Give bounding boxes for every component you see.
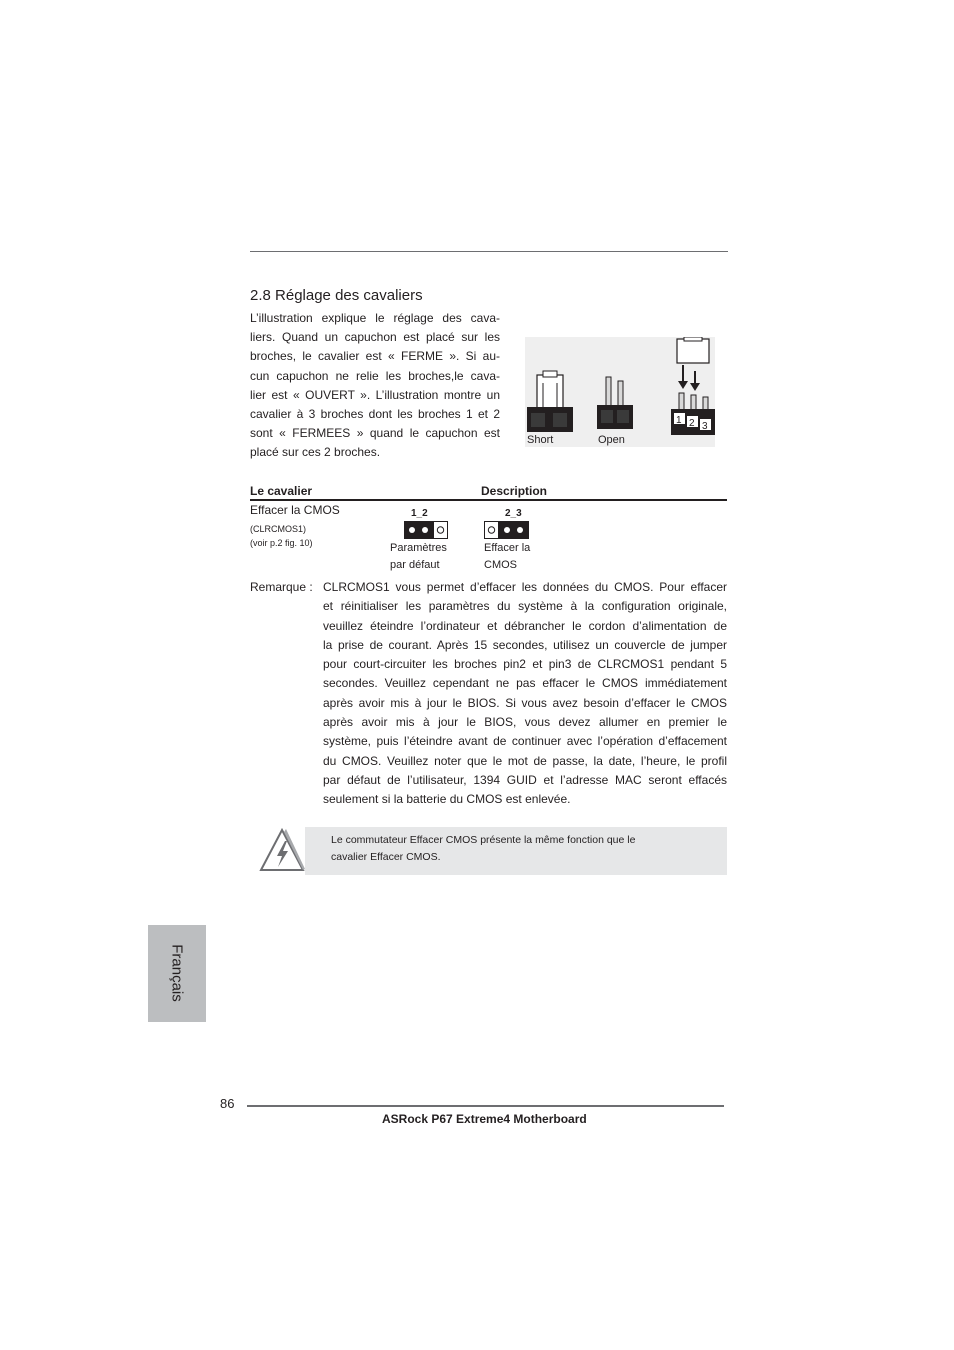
remark-line: secondes. Veuillez cependant ne pas effacer le CMOS immédiatement	[323, 676, 727, 691]
open-jumper-graphic	[597, 377, 633, 429]
col-header-jumper: Le cavalier	[250, 484, 313, 498]
setting-b-jumper	[484, 521, 529, 539]
pin-number-2: 2	[689, 418, 695, 429]
warning-lightning-icon	[258, 827, 306, 878]
remark-line: et réinitialiser les paramètres du système à la configuration originale,	[323, 599, 727, 614]
setting-a-label-line: par défaut	[390, 559, 440, 571]
remark-label: Remarque :	[250, 580, 313, 594]
table-header-rule	[250, 499, 727, 501]
pin-header-icon	[484, 521, 529, 539]
setting-b-label	[484, 540, 530, 574]
intro-paragraph	[250, 309, 500, 463]
pin-header-icon	[404, 521, 448, 539]
footer-title: ASRock P67 Extreme4 Motherboard	[382, 1112, 587, 1126]
open-label: Open	[598, 434, 625, 446]
intro-line: lier est « OUVERT ». L’illustration montre un	[250, 387, 500, 402]
remark-line: veuillez éteindre l’ordinateur et débrancher le cordon d’alimentation de	[323, 618, 727, 633]
short-jumper-graphic	[527, 371, 573, 432]
remark-line: après avoir mis à jour le BIOS. Si vous avez besoin d’effacer le CMOS	[323, 695, 727, 710]
remark-line: après avoir mis à jour le BIOS, vous devez allumer en premier le	[323, 715, 727, 730]
intro-line: liers. Quand un capuchon est placé sur les	[250, 330, 500, 345]
remark-line: la prise de courant. Après 15 secondes, utilisez un couvercle de jumper	[323, 637, 727, 652]
remark-line: pour court-circuiter les broches pin2 et pin3 de CLRCMOS1 pendant 5	[323, 657, 727, 672]
jumper-illustration	[525, 337, 715, 447]
setting-b-label-line: CMOS	[484, 559, 517, 571]
col-header-description: Description	[481, 484, 548, 498]
setting-a-pins: 1_2	[411, 508, 428, 519]
remark-line: CLRCMOS1 vous permet d’effacer les données du CMOS. Pour effacer	[323, 580, 727, 594]
footer-rule	[247, 1105, 724, 1107]
intro-line: cavalier à 3 broches dont les broches 1 et 2	[250, 407, 500, 422]
note-line: cavalier Effacer CMOS.	[331, 851, 441, 863]
setting-a-jumper	[404, 521, 448, 539]
remark-paragraph	[323, 578, 727, 810]
remark-line: seulement si la batterie du CMOS est enlevée.	[323, 792, 571, 807]
remark-line: système, puis l’éteindre avant de continuer avec l’opération d’effacement	[323, 734, 727, 749]
top-divider	[250, 251, 728, 252]
intro-line: sont « FERMEES » quand le capuchon est	[250, 426, 500, 441]
jumper-illustration-svg	[525, 337, 715, 447]
jumper-name: Effacer la CMOS	[250, 503, 340, 517]
pin-number-3: 3	[702, 421, 708, 432]
intro-line: L’illustration explique le réglage des cava-	[250, 311, 500, 325]
setting-a-label	[390, 540, 447, 574]
short-label: Short	[527, 434, 554, 446]
intro-line: broches, le cavalier est « FERME ». Si au-	[250, 349, 500, 364]
intro-line: placé sur ces 2 broches.	[250, 445, 381, 460]
setting-b-pins: 2_3	[505, 508, 522, 519]
setting-b-label-line: Effacer la	[484, 542, 531, 554]
note-text	[331, 832, 635, 866]
remark-line: du CMOS. Veuillez noter que le mot de passe, la date, l’heure, le profil	[323, 753, 727, 768]
setting-a-label-line: Paramètres	[390, 542, 447, 554]
jumper-reference: (voir p.2 fig. 10)	[250, 538, 313, 548]
language-side-tab-label: Français	[168, 944, 186, 1002]
jumper-code: (CLRCMOS1)	[250, 524, 307, 534]
section-title: 2.8 Réglage des cavaliers	[250, 287, 423, 304]
remark-line: par défaut de l’utilisateur, 1394 GUID et l’adresse MAC seront effacés	[323, 772, 727, 787]
intro-line: cun capuchon ne relie les broches,le cava-	[250, 368, 500, 383]
page-number: 86	[220, 1096, 235, 1111]
pin-number-1: 1	[676, 415, 682, 426]
warning-triangle-svg	[258, 827, 306, 873]
note-line: Le commutateur Effacer CMOS présente la même fonction que le	[331, 834, 636, 846]
